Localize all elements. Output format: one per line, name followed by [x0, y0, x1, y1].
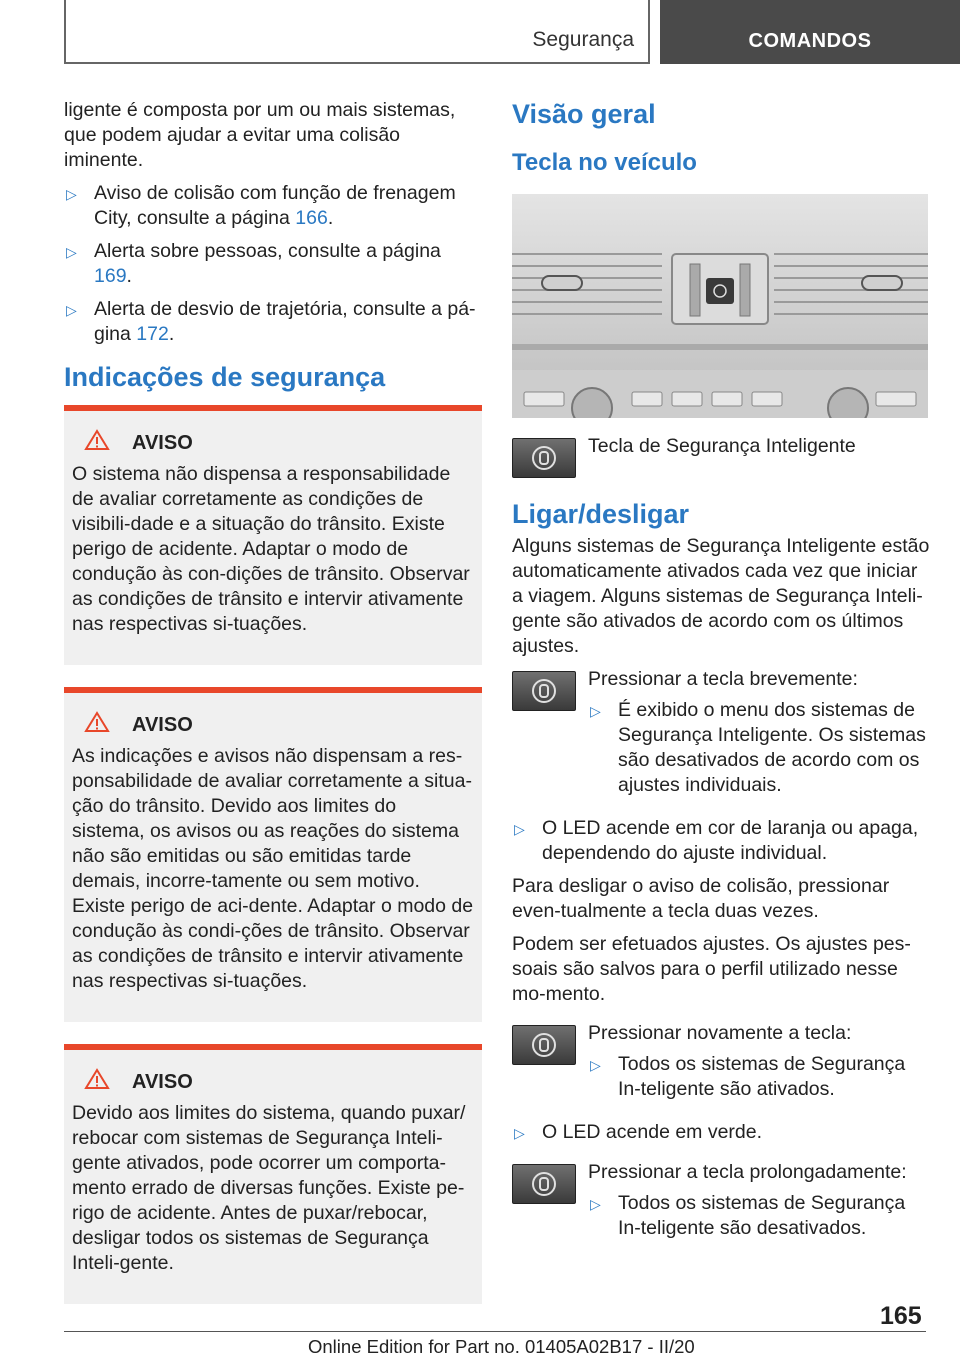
press-short-row [512, 667, 930, 806]
press-long-text: Pressionar a tecla prolongadamente: [588, 1161, 907, 1183]
header-section-box [64, 0, 650, 64]
list-item: ▷ O LED acende em cor de laranja ou apaga, dependendo do ajuste individual. [514, 817, 919, 864]
list-item: ▷ Alerta de desvio de trajetória, consulte a pá-gina 172. [66, 298, 476, 345]
intro-paragraph: ligente é composta por um ou mais sistemas, que podem ajudar a evitar uma colisão iminente. [64, 99, 456, 171]
page-link[interactable]: 172 [136, 323, 169, 345]
triangle-bullet-icon: ▷ [590, 703, 601, 719]
warning-text: O sistema não dispensa a responsabilidade de avaliar corretamente as condições de visibili-dade e a situação do trânsito. Existe perigo de acidente. Adaptar o modo de condução às con-dições de trânsito. Observar as condições de trânsito e intervir ativamente nas respectivas si-tuações. [72, 463, 470, 635]
triangle-bullet-icon: ▷ [590, 1196, 601, 1212]
warning-label: AVISO [132, 1071, 193, 1093]
collision-paragraph: Para desligar o aviso de colisão, pressionar even-tualmente a tecla duas vezes. [512, 875, 890, 922]
left-column [64, 98, 482, 1326]
triangle-bullet-icon: ▷ [514, 821, 525, 837]
list-item: ▷ Alerta sobre pessoas, consulte a página 169. [66, 240, 441, 287]
list-item: ▷ Todos os sistemas de Segurança In-teligente são desativados. [590, 1192, 906, 1239]
warning-label: AVISO [132, 432, 193, 454]
press-again-row [512, 1021, 930, 1110]
right-column [512, 98, 930, 1259]
list-item: ▷ O LED acende em verde. [512, 1120, 930, 1146]
page-link[interactable]: 166 [295, 207, 328, 229]
dashboard-photo [512, 194, 928, 418]
key-caption: Tecla de Segurança Inteligente [588, 435, 856, 457]
safety-key-icon [512, 438, 576, 478]
press-long-row [512, 1160, 930, 1249]
list-item: ▷ Todos os sistemas de Segurança In-teligente são ativados. [590, 1053, 906, 1100]
page-link[interactable]: 169 [94, 265, 127, 287]
warning-box [64, 1044, 482, 1304]
warning-text: Devido aos limites do sistema, quando puxar/ rebocar com sistemas de Segurança Inteli-gente ativados, pode ocorrer um comporta-mento errado de diversas funções. Existe pe-rigo de acidente. Antes de puxar/rebocar, desligar todos os sistemas de Segurança Inteli-gente. [72, 1102, 466, 1274]
triangle-bullet-icon: ▷ [66, 244, 77, 260]
page-number: 165 [880, 1302, 922, 1330]
warning-text: As indicações e avisos não dispensam a res-ponsabilidade de avaliar corretamente a situa-ção do trânsito. Devido aos limites do sistema, os avisos ou as reações do sistema não são emitidas ou são emitidas tarde demais, incorre-tamente ou sem motivo. Existe perigo de aci-dente. Adaptar o modo de condução às condi-ções de trânsito. Observar as condições de trânsito e intervir ativamente nas respectivas si-tuações. [72, 745, 474, 992]
header-chapter-title: COMANDOS [748, 30, 872, 52]
key-caption-row [512, 434, 930, 478]
key-subheading: Tecla no veículo [512, 149, 697, 176]
triangle-bullet-icon: ▷ [66, 302, 77, 318]
safety-heading: Indicações de segurança [64, 362, 386, 392]
edition-note: Online Edition for Part no. 01405A02B17 - II/20 [308, 1336, 695, 1357]
warning-label: AVISO [132, 714, 193, 736]
triangle-bullet-icon: ▷ [514, 1125, 525, 1141]
warning-box [64, 405, 482, 665]
on-off-paragraph: Alguns sistemas de Segurança Inteligente estão automaticamente ativados cada vez que iniciar a viagem. Alguns sistemas de Segurança Inteli-gente são ativados de acordo com os últimos ajustes. [512, 535, 930, 657]
safety-key-icon [512, 1164, 576, 1204]
warning-box [64, 687, 482, 1022]
triangle-bullet-icon: ▷ [590, 1057, 601, 1073]
overview-heading: Visão geral [512, 99, 656, 129]
on-off-heading: Ligar/desligar [512, 499, 690, 529]
warning-triangle-icon [72, 1068, 132, 1097]
press-again-text: Pressionar novamente a tecla: [588, 1022, 852, 1044]
list-item: ▷ Aviso de colisão com função de frenagem City, consulte a página 166. [66, 182, 456, 229]
safety-key-icon [512, 671, 576, 711]
settings-paragraph: Podem ser efetuados ajustes. Os ajustes pes-soais são salvos para o perfil utilizado nesse mo-mento. [512, 933, 911, 1005]
press-short-text: Pressionar a tecla brevemente: [588, 668, 858, 690]
header-chapter-box [660, 0, 960, 64]
header-section-title: Segurança [532, 28, 634, 51]
warning-triangle-icon [72, 429, 132, 458]
footer-divider [64, 1331, 926, 1332]
safety-key-icon [512, 1025, 576, 1065]
triangle-bullet-icon: ▷ [66, 186, 77, 202]
list-item: ▷ É exibido o menu dos sistemas de Segurança Inteligente. Os sistemas são desativados de acordo com os ajustes individuais. [590, 699, 926, 796]
warning-triangle-icon [72, 711, 132, 740]
